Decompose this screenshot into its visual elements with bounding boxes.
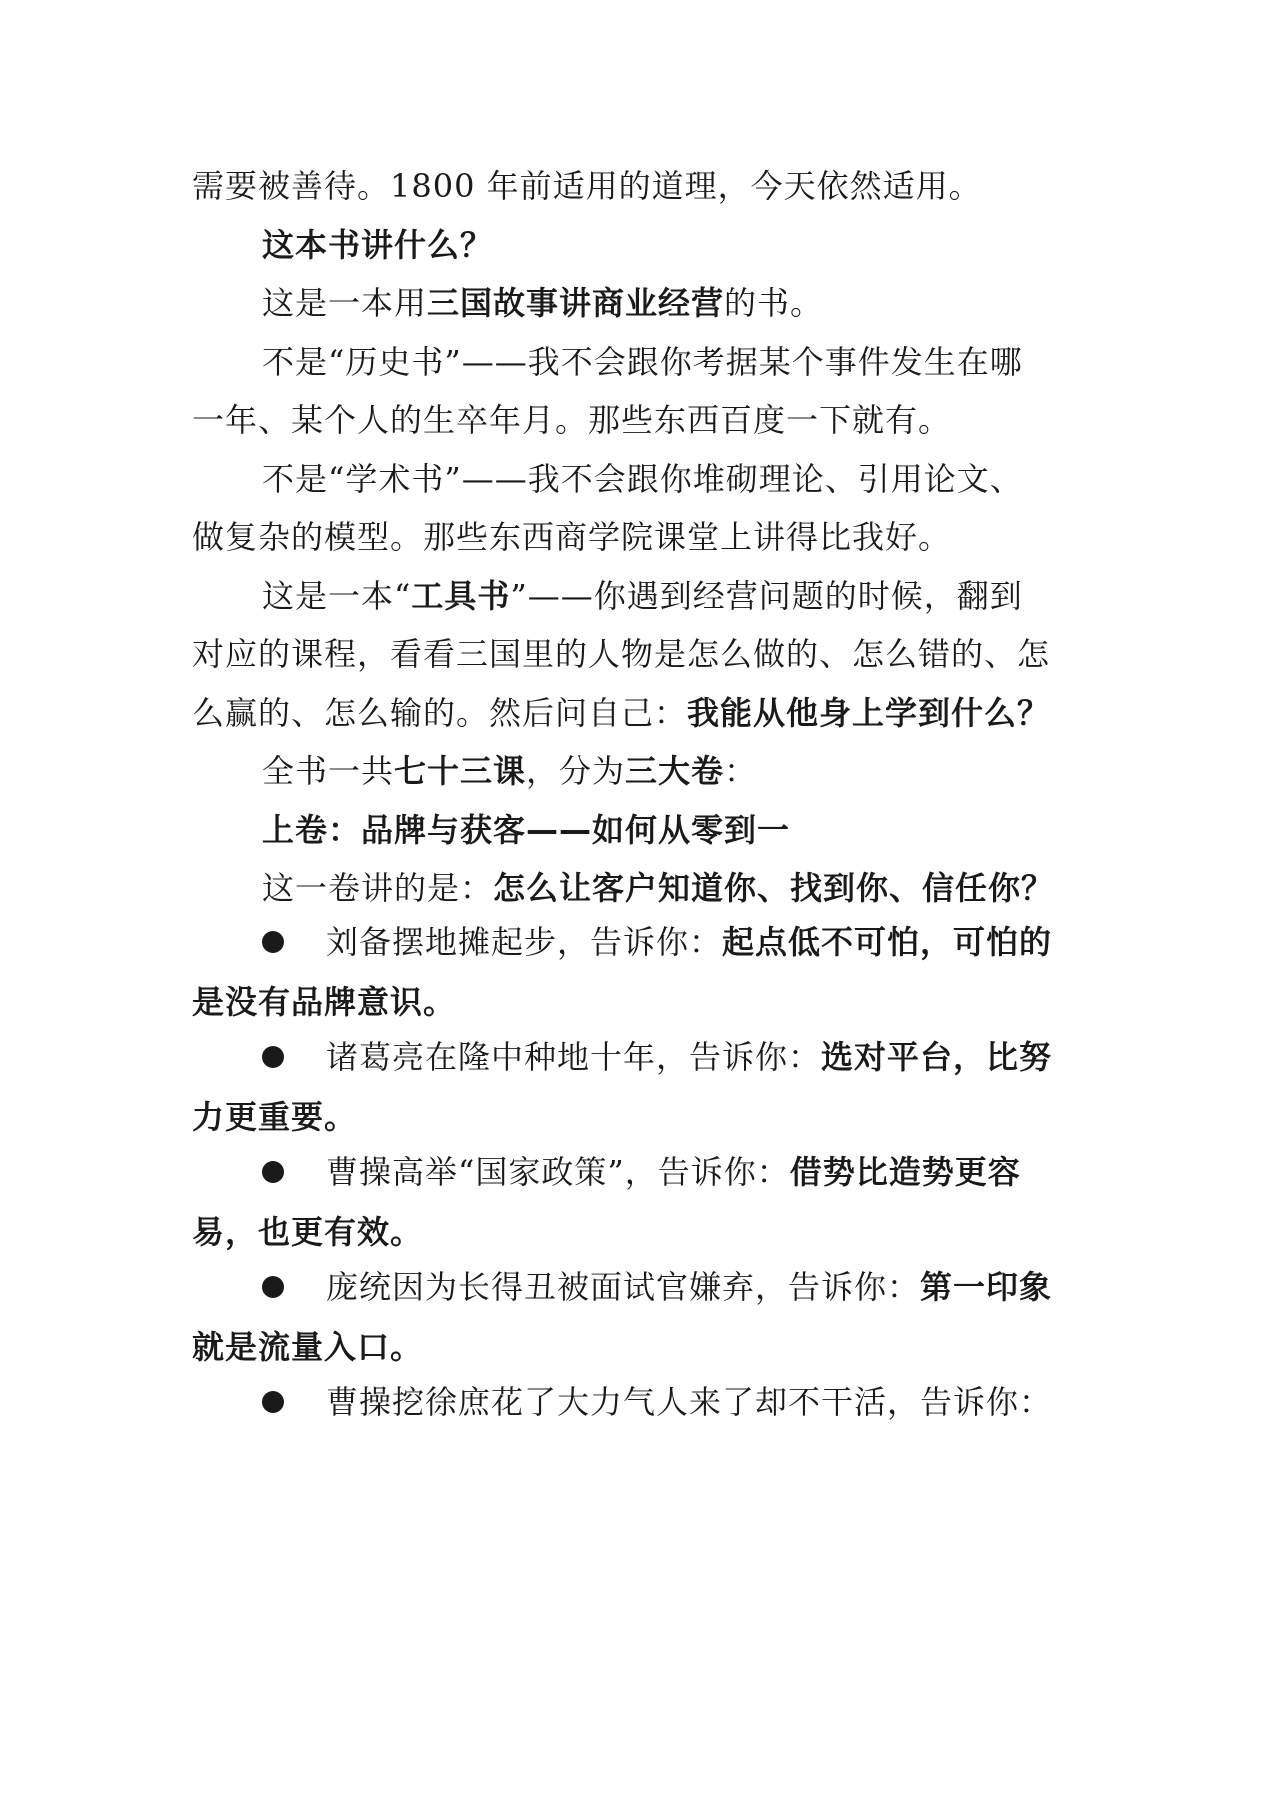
bullet-continuation: 是没有品牌意识。 <box>192 983 457 1021</box>
text-span: ： <box>724 752 758 790</box>
text-span: 曹操挖徐庶花了大力气人来了却不干活，告诉你： <box>326 1383 1053 1421</box>
bullet-line <box>326 1378 1082 1426</box>
paragraph-line <box>192 689 1082 737</box>
bullet-dot <box>262 1046 284 1068</box>
bold-text: 我能从他身上学到什么？ <box>687 694 1051 732</box>
paragraph-line <box>262 864 1082 912</box>
text-span: 这是一本“ <box>262 577 412 615</box>
bold-text: 第一印象 <box>920 1268 1053 1306</box>
bold-text: 起点低不可怕，可怕的 <box>722 923 1053 961</box>
section-heading: 这本书讲什么？ <box>262 226 494 264</box>
bullet-dot <box>262 1391 284 1413</box>
bullet-line <box>326 1033 1082 1081</box>
text-span: ，分为 <box>526 752 626 790</box>
bold-text: 怎么让客户知道你、找到你、信任你？ <box>493 869 1055 907</box>
bold-text: 七十三课 <box>394 752 527 790</box>
bold-text: 工具书 <box>411 577 511 615</box>
bullet-dot <box>262 931 284 953</box>
bullet-continuation: 就是流量入口。 <box>192 1328 424 1366</box>
bold-text: 三国故事讲商业经营 <box>427 284 725 322</box>
text-span: 这是一本用 <box>262 284 428 322</box>
text-span: 全书一共 <box>262 752 395 790</box>
text-span: 曹操高举“国家政策”，告诉你： <box>326 1153 790 1191</box>
paragraph-line <box>262 279 1082 327</box>
paragraph-line: 对应的课程，看看三国里的人物是怎么做的、怎么错的、怎 <box>192 635 1051 673</box>
paragraph-line: 不是“学术书”——我不会跟你堆砌理论、引用论文、 <box>262 460 1023 498</box>
bullet-dot <box>262 1276 284 1298</box>
bullet-line <box>326 1148 1082 1196</box>
bullet-line <box>326 918 1082 966</box>
bullet-line <box>326 1263 1082 1311</box>
text-span: 刘备摆地摊起步，告诉你： <box>326 923 723 961</box>
bold-text: 选对平台，比努 <box>821 1038 1053 1076</box>
bold-text: 借势比造势更容 <box>789 1153 1021 1191</box>
bullet-continuation: 易，也更有效。 <box>192 1213 424 1251</box>
bullet-dot <box>262 1161 284 1183</box>
paragraph-line: 做复杂的模型。那些东西商学院课堂上讲得比我好。 <box>192 518 952 556</box>
bold-text: 三大卷 <box>625 752 725 790</box>
paragraph-line <box>262 747 1082 795</box>
paragraph-line: 一年、某个人的生卒年月。那些东西百度一下就有。 <box>192 401 952 439</box>
bullet-continuation: 力更重要。 <box>192 1098 358 1136</box>
text-span: 的书。 <box>724 284 824 322</box>
text-span: 么赢的、怎么输的。然后问自己： <box>192 694 688 732</box>
volume-heading: 上卷：品牌与获客——如何从零到一 <box>262 811 791 849</box>
text-span: 庞统因为长得丑被面试官嫌弃，告诉你： <box>326 1268 921 1306</box>
text-span: 这一卷讲的是： <box>262 869 494 907</box>
text-span: ”——你遇到经营问题的时候，翻到 <box>510 577 1023 615</box>
paragraph-line: 不是“历史书”——我不会跟你考据某个事件发生在哪 <box>262 343 1023 381</box>
paragraph-line <box>262 572 1082 620</box>
text-span: 诸葛亮在隆中种地十年，告诉你： <box>326 1038 822 1076</box>
paragraph-line: 需要被善待。1800 年前适用的道理，今天依然适用。 <box>192 167 982 205</box>
